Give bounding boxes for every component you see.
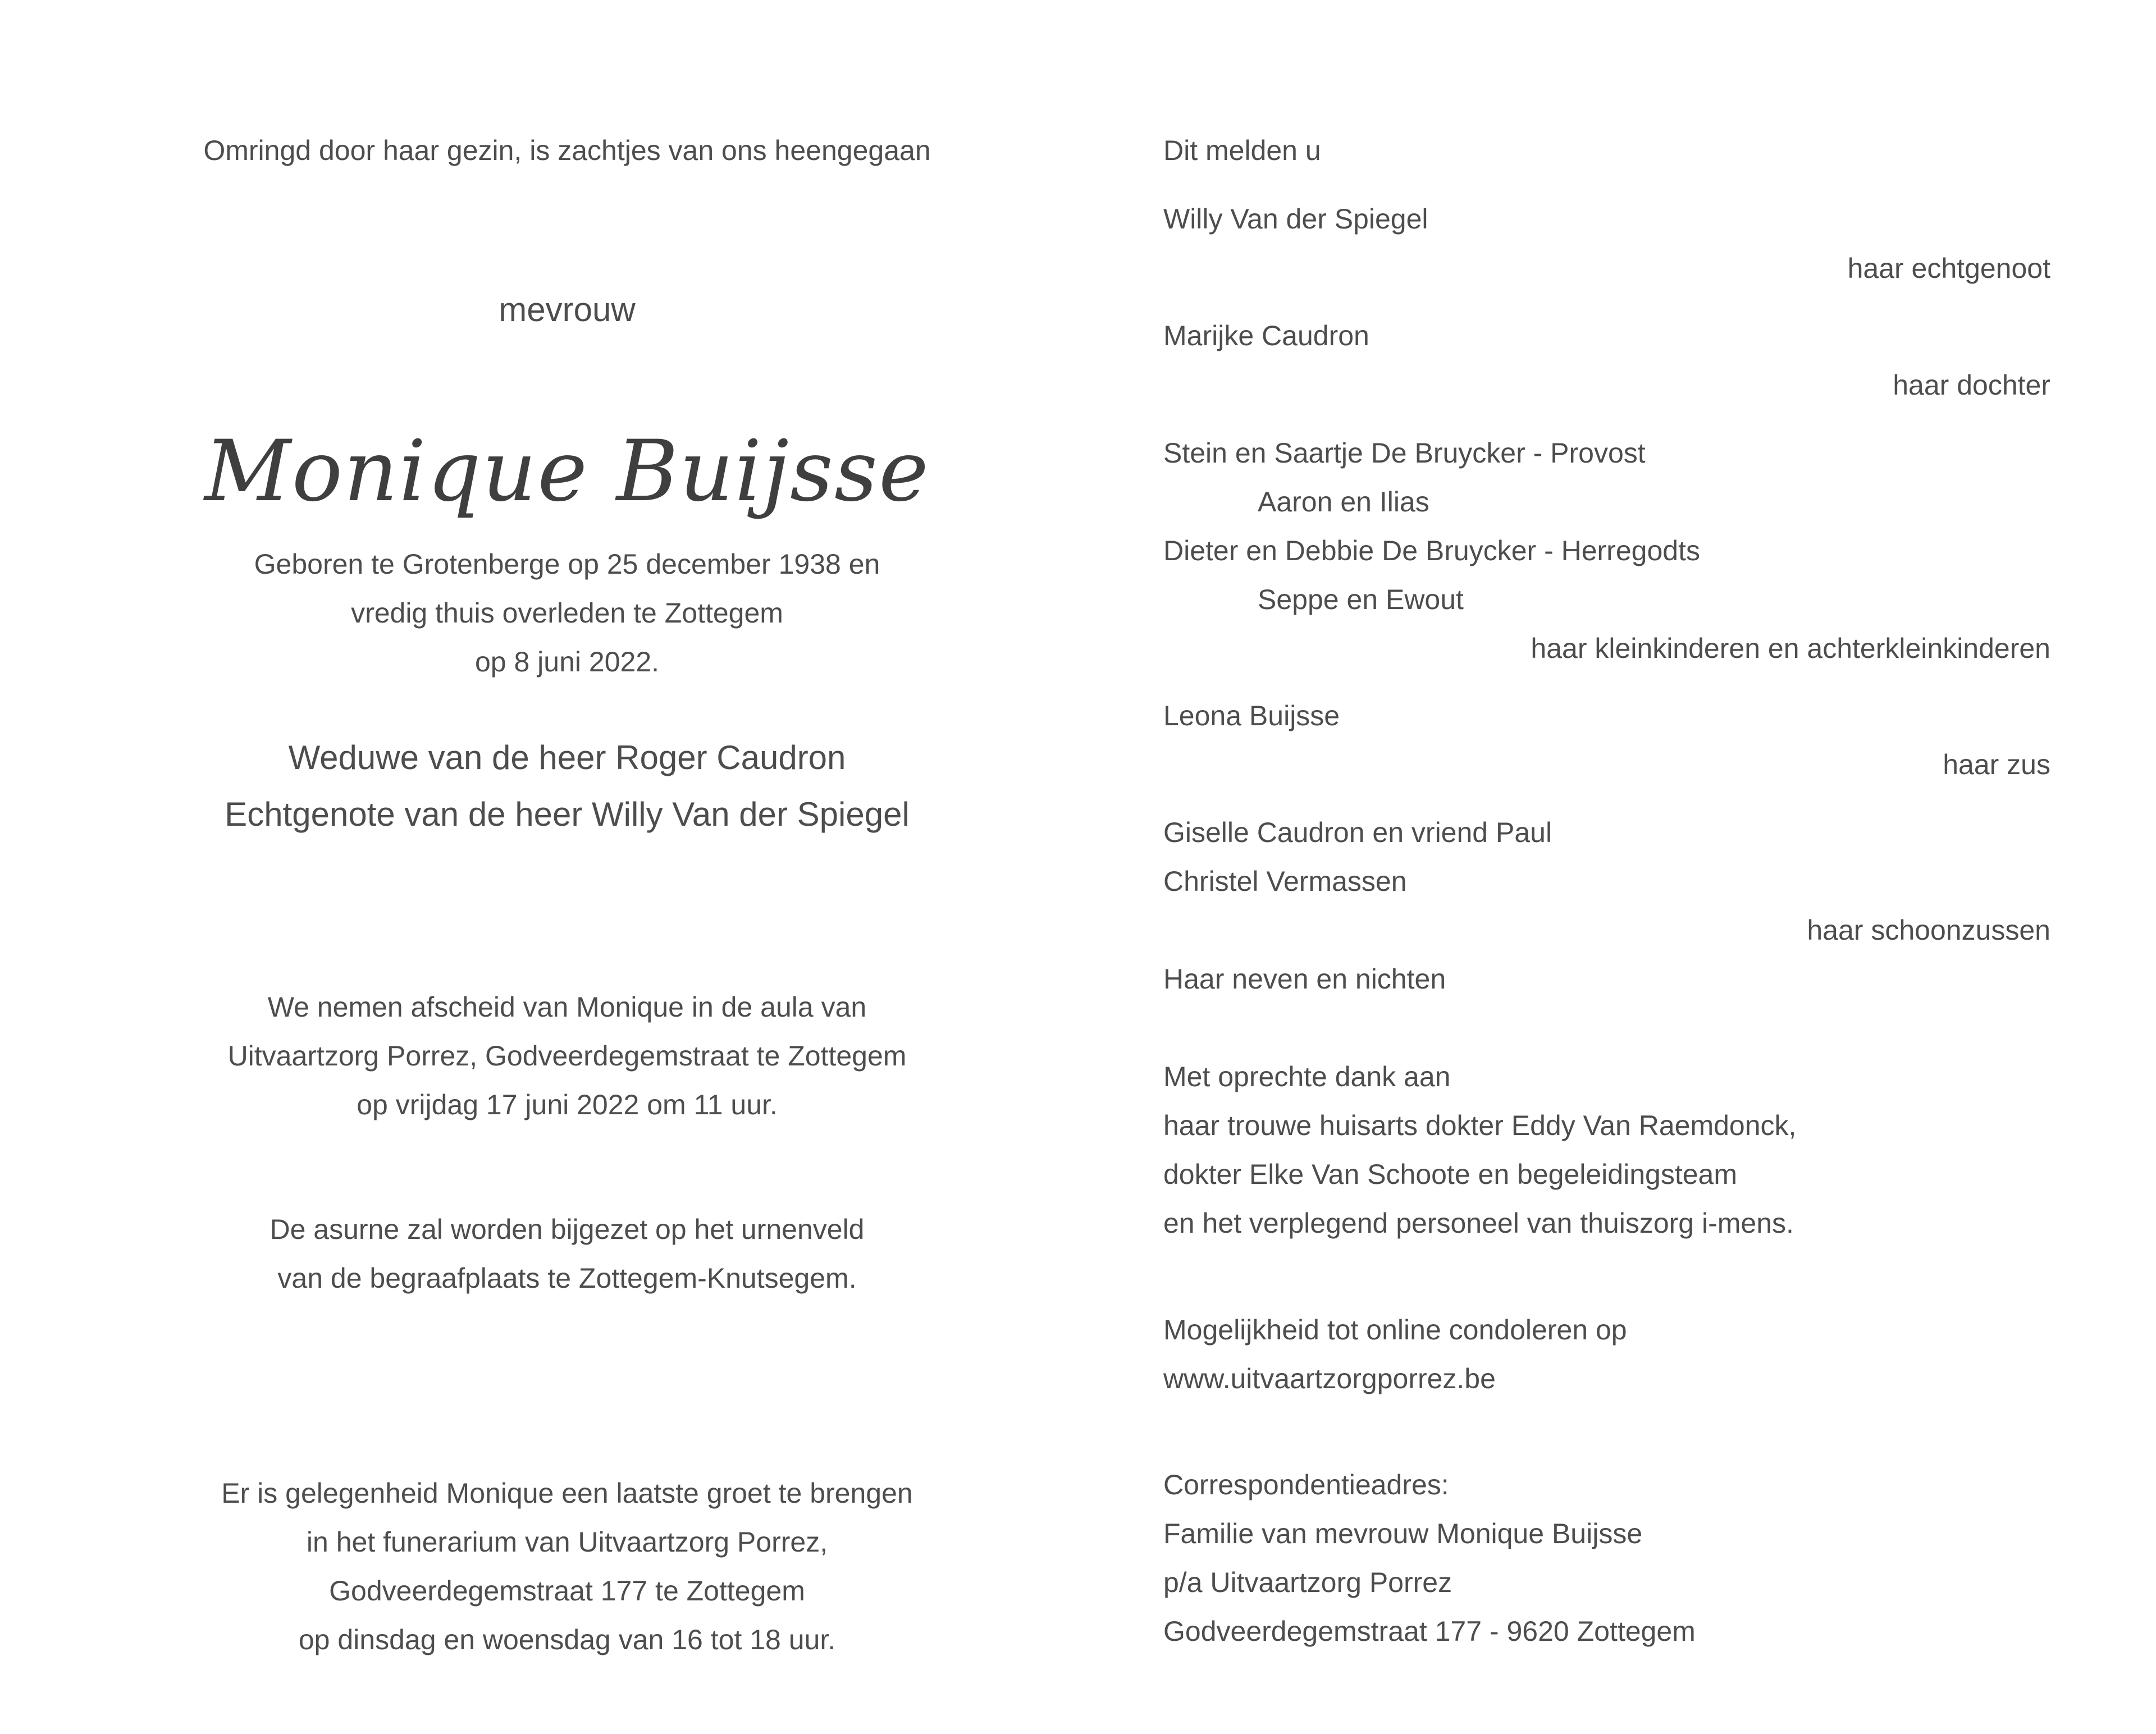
family-name: Dieter en Debbie De Bruycker - Herregodts bbox=[1163, 535, 1700, 566]
family-name: Giselle Caudron en vriend Paul bbox=[1163, 817, 1552, 848]
thanks-line: en het verplegend personeel van thuiszorg i-mens. bbox=[1163, 1207, 1794, 1239]
spouse-line: Echtgenote van de heer Willy Van der Spiegel bbox=[225, 795, 910, 833]
farewell-line: We nemen afscheid van Monique in de aula van bbox=[267, 991, 867, 1023]
visit-line: Er is gelegenheid Monique een laatste groet te brengen bbox=[221, 1477, 913, 1509]
address-line: Familie van mevrouw Monique Buijsse bbox=[1163, 1518, 1643, 1549]
family-name: Leona Buijsse bbox=[1163, 700, 1340, 731]
family-relation: haar dochter bbox=[1893, 369, 2050, 401]
announce-text: Dit melden u bbox=[1163, 135, 1321, 166]
intro-text: Omringd door haar gezin, is zachtjes van ons heengegaan bbox=[203, 135, 931, 166]
family-name: Aaron en Ilias bbox=[1258, 486, 1429, 518]
address-line: Correspondentieadres: bbox=[1163, 1469, 1449, 1500]
birth-line: Geboren te Grotenberge op 25 december 1938 en bbox=[254, 548, 880, 580]
thanks-line: dokter Elke Van Schoote en begeleidingsteam bbox=[1163, 1159, 1737, 1190]
thanks-line: haar trouwe huisarts dokter Eddy Van Raemdonck, bbox=[1163, 1110, 1797, 1141]
family-name: Stein en Saartje De Bruycker - Provost bbox=[1163, 437, 1646, 469]
birth-line: op 8 juni 2022. bbox=[474, 646, 660, 678]
family-relation: haar zus bbox=[1943, 749, 2050, 780]
address-line: Godveerdegemstraat 177 - 9620 Zottegem bbox=[1163, 1616, 1696, 1647]
website-url: www.uitvaartzorgporrez.be bbox=[1163, 1363, 1496, 1394]
family-name: Haar neven en nichten bbox=[1163, 963, 1446, 995]
farewell-line: Uitvaartzorg Porrez, Godveerdegemstraat te Zottegem bbox=[227, 1040, 907, 1072]
visit-line: op dinsdag en woensdag van 16 tot 18 uur. bbox=[298, 1624, 836, 1655]
family-name: Seppe en Ewout bbox=[1258, 584, 1464, 615]
urn-line: De asurne zal worden bijgezet op het urnenveld bbox=[270, 1214, 865, 1245]
family-name: Christel Vermassen bbox=[1163, 866, 1407, 897]
family-relation: haar schoonzussen bbox=[1807, 914, 2050, 946]
family-name: Willy Van der Spiegel bbox=[1163, 203, 1428, 235]
thanks-line: Met oprechte dank aan bbox=[1163, 1061, 1451, 1092]
farewell-line: op vrijdag 17 juni 2022 om 11 uur. bbox=[357, 1089, 778, 1120]
family-relation: haar echtgenoot bbox=[1847, 253, 2050, 284]
visit-line: in het funerarium van Uitvaartzorg Porrez, bbox=[306, 1526, 828, 1558]
right-column bbox=[1163, 0, 2050, 1734]
visit-line: Godveerdegemstraat 177 te Zottegem bbox=[329, 1575, 805, 1607]
left-column bbox=[157, 0, 977, 1734]
spouse-line: Weduwe van de heer Roger Caudron bbox=[288, 739, 846, 776]
family-name: Marijke Caudron bbox=[1163, 320, 1369, 351]
online-condolence-text: Mogelijkheid tot online condoleren op bbox=[1163, 1314, 1627, 1346]
title-text: mevrouw bbox=[499, 291, 636, 328]
urn-line: van de begraafplaats te Zottegem-Knutsegem. bbox=[277, 1262, 857, 1294]
birth-line: vredig thuis overleden te Zottegem bbox=[351, 597, 783, 629]
family-relation: haar kleinkinderen en achterkleinkinderen bbox=[1531, 633, 2050, 664]
address-line: p/a Uitvaartzorg Porrez bbox=[1163, 1567, 1452, 1598]
deceased-name: Monique Buijsse bbox=[204, 423, 930, 520]
